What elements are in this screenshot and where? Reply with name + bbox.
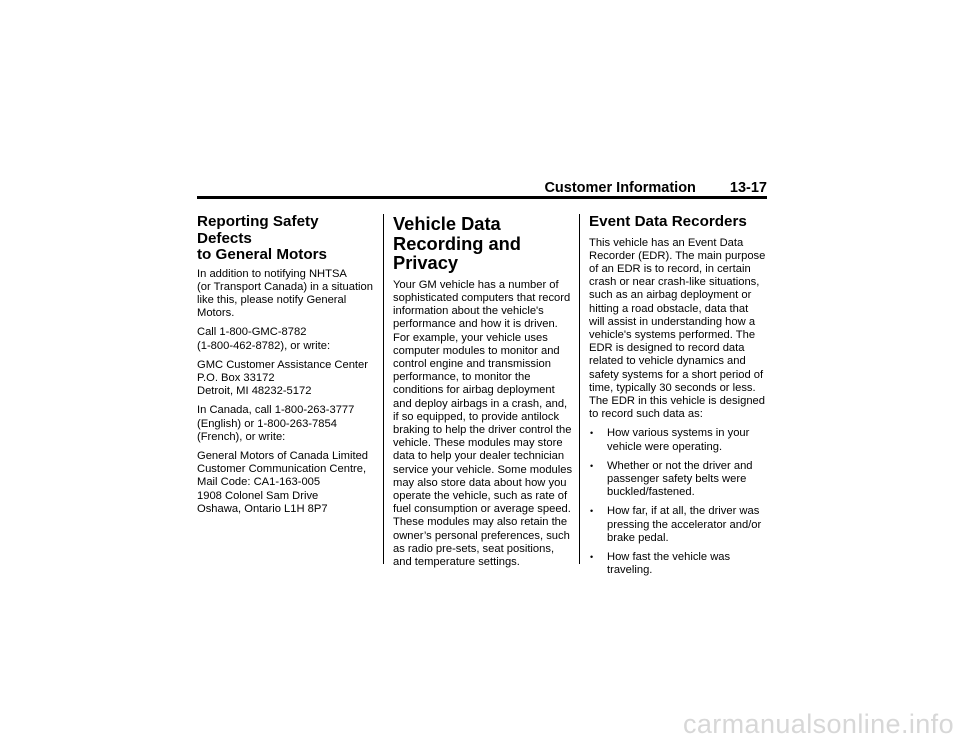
paragraph: GMC Customer Assistance Center P.O. Box 33172 Detroit, MI 48232-5172 [197,358,368,398]
paragraph: Your GM vehicle has a number of sophisticated computers that record information about the vehicle's performance and how it is driven. For example, your vehicle uses computer modules to monitor and control engine and transmission performance, to monitor the conditions for airbag deployment and deploy airbags in a crash, and, if so equipped, to provide antilock braking to help the driver control the vehicle. These modules may store data to help your dealer technician service your vehicle. Some modules may also store data about how you operate the vehicle, such as rate of fuel consumption or average speed. These modules may also retain the owner’s personal preferences, such as radio pre-sets, seat positions, and temperature settings. [393,278,573,569]
heading-event-data-recorders: Event Data Recorders [589,213,747,230]
page-number: 13-17 [729,180,767,196]
list-item-text: Whether or not the driver and passenger safety belts were buckled/fastened. [607,459,753,499]
header-rule [197,196,767,199]
page-header [0,179,767,197]
list-item-text: How fast the vehicle was traveling. [607,550,731,577]
edr-bullet-list [589,427,769,577]
bullet-icon: • [590,506,594,517]
paragraph: Call 1-800-GMC-8782 (1-800-462-8782), or write: [197,326,331,352]
bullet-icon: • [590,551,594,562]
column-divider-1 [383,214,384,564]
bullet-icon: • [590,428,594,439]
list-item [589,505,769,545]
section-title: Customer Information [544,180,696,196]
list-item [589,551,769,577]
column-event-data-recorders [589,214,769,583]
paragraph: General Motors of Canada Limited Customer Communication Centre, Mail Code: CA1-163-005 1908 Colonel Sam Drive Oshawa, Ontario L1H 8P7 [197,449,369,515]
heading-data-recording: Vehicle Data Recording and Privacy [393,213,521,274]
watermark: carmanualsonline.info [682,709,954,739]
list-item [589,460,769,500]
paragraph: This vehicle has an Event Data Recorder (EDR). The main purpose of an EDR is to record, in certain crash or near crash-like situations, such as an airbag deployment or hitting a road obstacle, data that will assist in understanding how a vehicle's systems performed. The EDR is designed to record data related to vehicle dynamics and safety systems for a short period of time, typically 30 seconds or less. The EDR in this vehicle is designed to record such data as: [589,236,766,421]
list-item-text: How various systems in your vehicle were operating. [607,427,750,453]
column-safety-defects [197,214,377,522]
paragraph: In Canada, call 1-800-263-3777 (English) or 1-800-263-7854 (French), or write: [197,404,355,443]
paragraph: In addition to notifying NHTSA (or Transport Canada) in a situation like this, please notify General Motors. [197,267,373,320]
bullet-icon: • [590,460,594,471]
list-item-text: How far, if at all, the driver was pressing the accelerator and/or brake pedal. [607,505,762,544]
column-data-recording [393,214,573,575]
heading-safety-defects: Reporting Safety Defects to General Motors [197,213,327,263]
list-item [589,427,769,453]
column-divider-2 [579,214,580,564]
